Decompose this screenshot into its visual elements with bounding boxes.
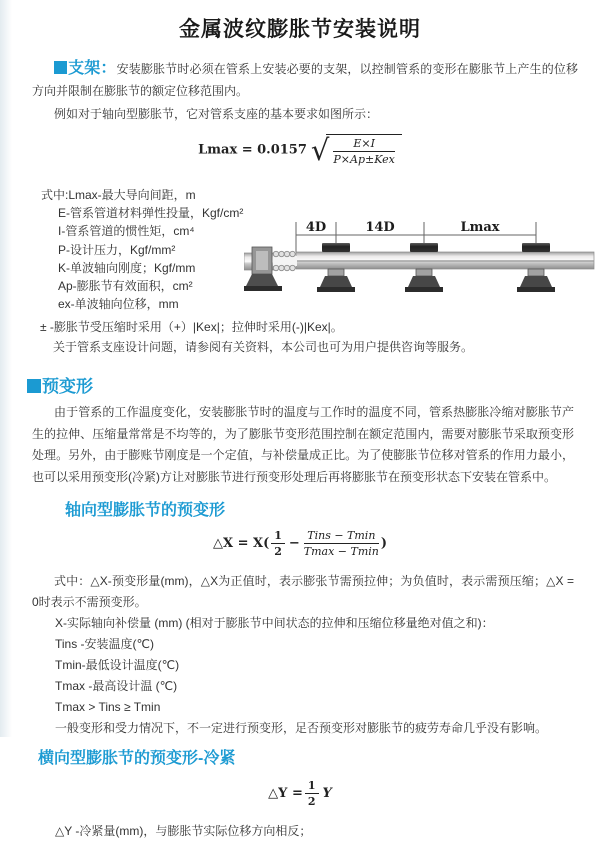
bellows-icon (273, 251, 297, 270)
support-intro-paragraph (32, 58, 578, 102)
axial-formula-close: ) (380, 536, 388, 551)
definition-line: X-实际轴向补偿量 (mm) (相对于膨胀节中间状态的拉伸和压缩位移量绝对值之和)： (55, 616, 494, 630)
consulting-note: 关于管系支座设计问题，请参阅有关资料，本公司也可为用户提供咨询等服务。 (53, 340, 474, 354)
definition-line: 一般变形和受力情况下，不一定进行预变形，足否预变形对膨胀节的疲劳寿命几乎没有影响。 (55, 721, 548, 735)
definition-line: Tmax > Tins ≥ Tmin (55, 700, 161, 714)
definition-line: Tmin-最低设计温度(℃) (55, 658, 180, 672)
lmax-formula (0, 134, 600, 178)
definition-item: K-单波轴向刚度；Kgf/mm (58, 260, 196, 275)
sqrt-radical (311, 134, 402, 166)
lateral-formula-rhs: Y (322, 786, 332, 801)
minus-operator: − (288, 536, 300, 551)
dim-label-14d: 14D (365, 220, 395, 235)
axial-frac1-num: 1 (271, 529, 285, 544)
lateral-note-line: △Y -冷紧量(mm)，与膨胀节实际位移方向相反； (55, 824, 312, 838)
predeform-section-heading: 预变形 (27, 372, 578, 397)
support-intro-text: 安装膨胀节时必须在管系上安装必要的支架，以控制管系的变形在膨胀节上产生的位移方向并限制在膨胀节的额定位移范围内。 (32, 62, 578, 98)
definition-line: Tins -安装温度(℃) (55, 637, 155, 651)
dim-label-4d: 4D (305, 220, 327, 235)
axial-formula-lhs: △X = X( (212, 536, 270, 551)
section-marker-icon (27, 379, 41, 393)
definition-item: ex-单波轴向位移，mm (58, 297, 179, 312)
plus-minus-note: ± -膨胀节受压缩时采用（+）|Kex|；拉伸时采用(-)|Kex|。 (40, 320, 343, 334)
section-marker-icon (54, 61, 67, 74)
definition-item: P-设计压力，Kgf/mm² (58, 242, 176, 257)
lmax-formula-lhs: Lmax = 0.0157 (198, 142, 307, 158)
lateral-frac-den: 2 (307, 795, 316, 808)
axial-frac2-den: Tmax − Tmin (303, 545, 379, 558)
lmax-formula-numerator: E×I (333, 137, 394, 152)
radical-icon: √ (310, 133, 330, 167)
pipe-support-diagram (244, 212, 596, 308)
axial-explain-paragraph: 式中：△X-预变形量(mm)，△X为正值时，表示膨张节需预拉伸；为负值时，表示需预压缩；△X = 0时表示不需预变形。 (32, 574, 574, 609)
lateral-formula-lhs: △Y = (268, 786, 303, 801)
definition-item: I-管系管道的惯性矩，cm⁴ (58, 224, 195, 239)
axial-frac1-den: 2 (274, 545, 282, 558)
support-example-line: 例如对于轴向型膨胀节，它对管系支座的基本要求如图所示： (54, 107, 379, 121)
symbol-definitions-block (32, 186, 600, 314)
support-section-heading: 支架： (68, 60, 117, 77)
definition-item: Ap-膨胀节有效面积，cm² (58, 279, 193, 294)
definition-item: 式中:Lmax-最大导向间距，m (41, 188, 196, 202)
lmax-formula-denominator: P×Ap±Kex (333, 153, 395, 166)
definition-line: Tmax -最高设计温 (℃) (55, 679, 178, 693)
dimension-labels (306, 220, 500, 235)
page-title: 金属波纹膨胀节安装说明 (179, 18, 421, 41)
axial-subheading: 轴向型膨胀节的预变形 (65, 502, 226, 519)
axial-frac2-num: Tins − Tmin (304, 529, 379, 544)
lateral-subheading: 横向型膨胀节的预变形-冷紧 (38, 750, 236, 767)
lateral-frac-num: 1 (305, 779, 319, 794)
lateral-formula (0, 779, 600, 809)
predeform-body-paragraph: 由于管系的工作温度变化，安装膨胀节时的温度与工作时的温度不同，管系热膨胀冷缩对膨胀节产生的拉伸、压缩量常常是不均等的，为了膨胀节变形范围控制在额定范围内，需要对膨胀节采取预变形处理。另外，由于膨账节刚度是一个定值，与补偿量成正比。为了使膨胀节位移对管系的作用力最小，也可以采用预变形(冷紧)方让对膨胀节进行预变形处理后再将膨胀节在预变形状态下安装在管系中。 (32, 405, 574, 484)
axial-definition-lines (55, 613, 578, 739)
dim-label-lmax: Lmax (460, 220, 500, 235)
axial-formula (0, 529, 600, 567)
definition-item: E-管系管道材料弹性投量，Kgf/cm² (58, 206, 244, 221)
